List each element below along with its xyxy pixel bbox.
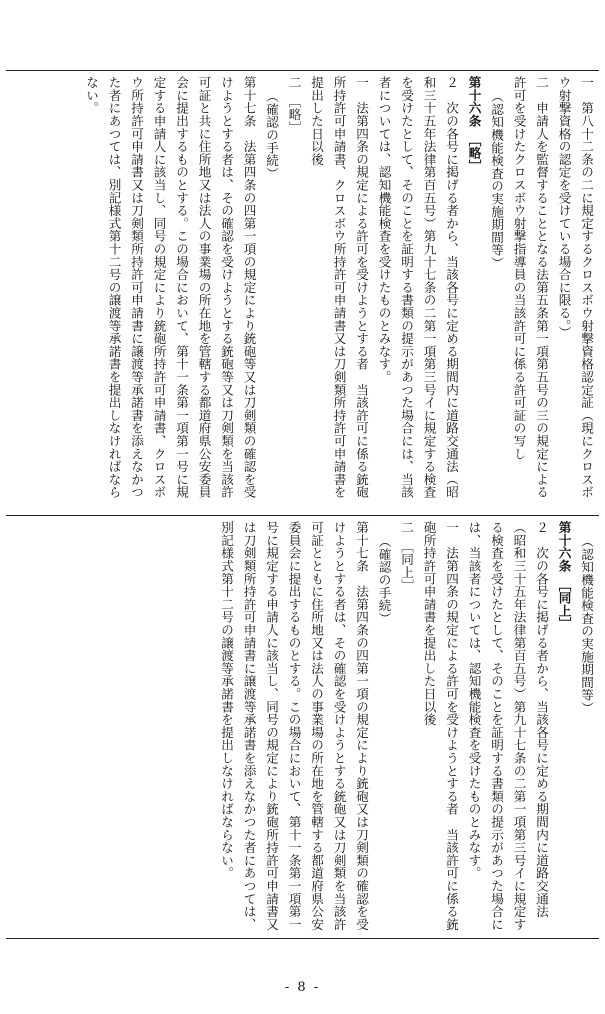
revised-text-section (6, 76, 597, 509)
text-line: 一 法第四条の規定による許可を受けようとする者 当該許可に係る銃砲所持許可申請書を提出した日以後 (421, 521, 459, 931)
middle-rule (6, 515, 599, 516)
text-line: 二 ［略］ (286, 76, 302, 134)
article-body: 第十七条 法第四条の四第一項の規定により銃砲等又は刀剣類の確認を受けようとする者は、その確認を受けようとする銃砲等又は刀剣類を当該許可証と共に住所地又は法人の事業場の所在地を管轄する都道府県公安委員会に提出するものとする。この場合において、第十一条第一項第一号に規定する申請人に該当し、同号の規定により銃砲所持許可申請書、クロスボウ所持許可申請書又は刀剣類所持許可申請書に譲渡等承諾書を添えなかつた者にあつては、別記様式第十二号の譲渡等承諾書を提出しなければならない。 (84, 76, 257, 499)
article-body: 第十七条 法第四条の四第一項の規定により銃砲又は刀剣類の確認を受けようとする者は、その確認を受けようとする銃砲又は刀剣類を当該許可証とともに住所地又は法人の事業場の所在地を管轄する都道府県公安委員会に提出するものとする。この場合において、第十一条第一項第一号に規定する申請人に該当し、同号の規定により銃砲所持許可申請書又は刀剣類所持許可申請書に譲渡等承諾書を添えなかつた者にあつては、別記様式第十二号の譲渡等承諾書を提出しなければならない。 (219, 521, 369, 931)
current-text-section (6, 521, 597, 931)
text-line: ２ 次の各号に掲げる者から、当該各号に定める期間内に道路交通法（昭和三十五年法律第百五号）第九十七条の二第一項第三号イに規定する検査を受けたとして、そのことを証明する書類の提示があつた場合には、当該者については、認知機能検査を受けたものとみなす。 (376, 76, 459, 499)
text-line: 二 申請人を監督することとなる法第五条第一項第五号の三の規定による許可を受けたクロスボウ射撃指導員の当該許可に係る許可証の写し (511, 76, 549, 499)
text-line: 一 法第四条の規定による許可を受けようとする者 当該許可に係る銃砲所持許可申請書、クロスボウ所持許可申請書又は刀剣類所持許可申請書を提出した日以後 (309, 76, 369, 499)
article-heading: 第十六条 ［同上］ (556, 521, 572, 630)
top-rule (6, 70, 599, 71)
revised-text-column (6, 76, 597, 509)
text-line: ２ 次の各号に掲げる者から、当該各号に定める期間内に道路交通法（昭和三十五年法律第百五号）第九十七条の二第一項第三号イに規定する検査を受けたとして、そのことを証明する書類の提示があつた場合には、当該者については、認知機能検査を受けたものとみなす。 (466, 521, 549, 931)
section-caption: （認知機能検査の実施期間等） (489, 90, 504, 270)
section-caption: （確認の手続） (264, 90, 279, 180)
section-caption: （確認の手続） (376, 535, 392, 625)
page-number: - 8 - (284, 980, 321, 995)
bottom-rule (6, 938, 599, 939)
section-caption: （認知機能検査の実施期間等） (579, 535, 594, 715)
text-line: 一 第八十二条の二に規定するクロスボウ射撃資格認定証（現にクロスボウ射撃資格の認定を受けている場合に限る。） (556, 76, 594, 499)
current-text-column (6, 521, 597, 931)
article-heading: 第十六条 ［略］ (466, 76, 482, 173)
text-line: 二 ［同上］ (399, 521, 414, 592)
